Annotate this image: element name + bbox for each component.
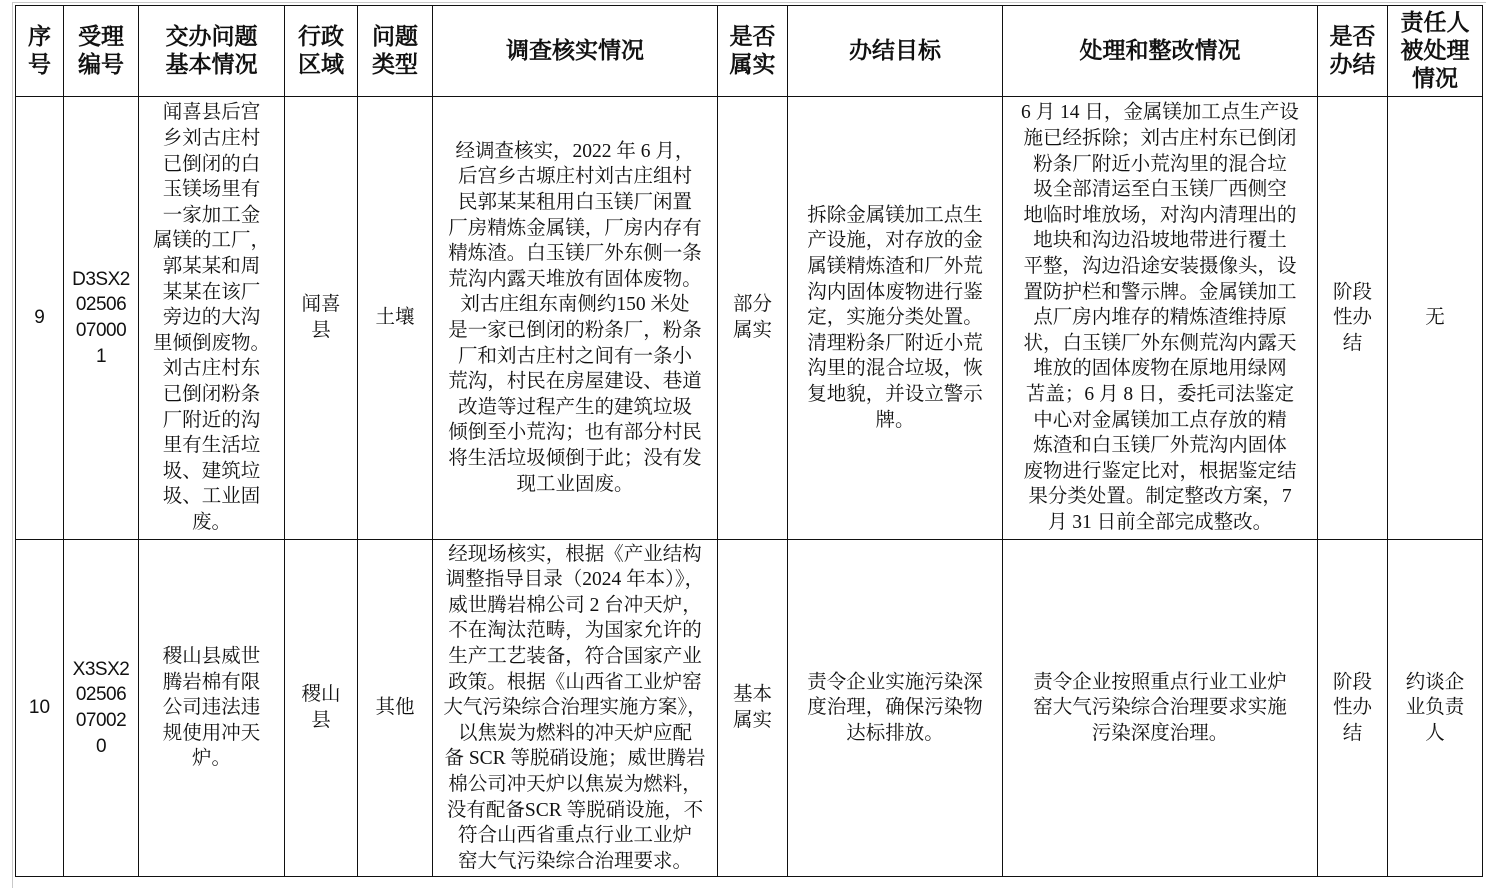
text-line: 公司违法违 [162,697,261,719]
text-line: 交办问题 [165,24,258,49]
text-line: 玉镁场里有 [162,179,261,201]
text-line: 状，白玉镁厂外东侧荒沟内露天 [1023,332,1297,354]
cell-seq: 10 [16,540,64,877]
text-line: 业负责 [1405,697,1465,719]
text-line: 行政 [298,24,344,49]
text-line: 规使用冲天 [162,722,261,744]
complaint-table [15,5,1483,877]
text-line: 是否 [729,24,776,49]
text-line: 其他 [375,697,415,719]
text-line: 性办 [1332,307,1372,329]
text-line: 结 [1342,722,1363,744]
header-accountability [1388,6,1483,97]
text-line: 苫盖；6 月 8 日，委托司法鉴定 [1025,383,1295,405]
text-line: 平整，沟边沿途安装摄像头，设 [1023,256,1297,278]
cell-target [788,97,1003,540]
text-line: 一家加工金 [162,204,261,226]
text-line: 点厂房内堆存的精炼渣维持原 [1033,307,1287,329]
text-line: 拆除金属镁加工点生 [807,204,983,226]
text-line: 6 月 14 日，金属镁加工点生产设 [1021,102,1299,124]
text-line: 已倒闭的白 [162,153,261,175]
text-line: 清理粉条厂附近小荒 [807,332,983,354]
text-line: 度治理，确保污染物 [807,697,983,719]
text-line: 问题 [372,24,418,49]
text-line: 炉。 [191,748,231,770]
text-line: 基本 [732,684,772,706]
text-line: 阶段 [1332,281,1372,303]
text-line: 圾、建筑垃 [162,460,261,482]
text-line: 经现场核实，根据《产业结构 [448,543,702,565]
text-line: 圾、工业固 [162,486,261,508]
text-line: 牌。 [875,409,915,431]
text-line: 地临时堆放场，对沟内清理出的 [1023,204,1297,226]
text-line: 土壤 [375,307,415,329]
text-line: 废物进行鉴定比对，根据鉴定结 [1023,460,1297,482]
text-line: 性办 [1332,697,1372,719]
text-line: 厂附近的沟 [162,409,261,431]
header-category [358,6,433,97]
cell-verified [718,540,788,877]
text-line: 精炼渣。白玉镁厂外东侧一条 [448,243,702,265]
text-line: 窑大气污染综合治理要求。 [457,850,692,872]
text-line: 月 31 日前全部完成整改。 [1047,511,1273,533]
text-line: 废。 [191,511,231,533]
text-line: 是一家已倒闭的粉条厂，粉条 [448,320,702,341]
cell-investigation [433,97,718,540]
text-line: 粉条厂附近小荒沟里的混合垃 [1033,153,1287,175]
text-line: 刘古庄组东南侧约150 米处 [460,294,690,316]
text-line: 中心对金属镁加工点存放的精 [1033,409,1287,431]
text-line: 1 [95,345,107,367]
text-line: 堆放的固体废物在原地用绿网 [1033,358,1287,380]
text-line: 闻喜县后宫 [162,102,261,124]
cell-problem [139,540,285,877]
text-line: 郭某某和周 [162,256,261,278]
text-line: 属实 [732,320,772,341]
text-line: 荒沟，村民在房屋建设、巷道 [448,371,702,393]
text-line: 威世腾岩棉公司 2 台冲天炉， [448,594,702,616]
cell-accountability [1388,540,1483,877]
text-line: 结 [1342,332,1363,354]
cell-region [285,97,358,540]
header-closed [1318,6,1388,97]
text-line: 县 [311,320,331,341]
text-line: 属实 [732,710,772,731]
text-line: 备 SCR 等脱硝设施；威世腾岩 [444,748,706,770]
header-problem [139,6,285,97]
text-line: 调查核实情况 [506,38,644,63]
text-line: 办结 [1329,52,1376,77]
text-line: 某某在该厂 [162,281,261,303]
text-line: 07002 [75,710,127,731]
text-line: 圾全部清运至白玉镁厂西侧空 [1033,179,1287,201]
text-line: 旁边的大沟 [162,307,261,329]
text-line: 不在淘汰范畴，为国家允许的 [448,620,702,642]
text-line: 稷山县威世 [162,646,261,668]
text-line: 沟里的混合垃圾，恢 [807,358,983,380]
text-line: 已倒闭粉条 [162,383,261,405]
text-line: 阶段 [1332,671,1372,693]
text-line: 民郭某某租用白玉镁厂闲置 [457,192,692,214]
cell-category [358,97,433,540]
text-line: 受理 [78,24,124,49]
text-line: 腾岩棉有限 [162,671,261,693]
text-line: 区域 [298,52,344,77]
text-line: X3SX2 [72,658,130,680]
text-line: 置防护栏和警示牌。金属镁加工 [1023,281,1297,303]
text-line: 大气污染综合治理实施方案》， [443,697,707,719]
header-rectification [1003,6,1318,97]
text-line: 厂和刘古庄村之间有一条小 [457,345,692,367]
text-line: 棉公司冲天炉以焦炭为燃料， [448,773,702,795]
text-line: 责任人 [1400,10,1470,35]
cell-target [788,540,1003,877]
text-line: 02506 [75,684,127,706]
header-region [285,6,358,97]
text-line: 序 [28,24,51,49]
page-frame-left-line [12,2,13,888]
cell-rectification [1003,97,1318,540]
text-line: 07000 [75,320,127,341]
text-line: 达标排放。 [846,722,944,744]
cell-seq: 9 [16,97,64,540]
page-frame-top-line [12,2,1486,3]
text-line: 没有配备SCR 等脱硝设施，不 [446,799,704,821]
text-line: 属实 [729,52,776,77]
text-line: 乡刘古庄村 [162,128,261,150]
header-investigation [433,6,718,97]
text-line: D3SX2 [72,268,130,290]
text-line: 政策。根据《山西省工业炉窑 [448,671,702,693]
cell-accountability [1388,97,1483,540]
text-line: 果分类处置。制定整改方案，7 [1028,486,1292,508]
text-line: 经调查核实，2022 年 6 月， [455,140,695,162]
text-line: 施已经拆除；刘古庄村东已倒闭 [1023,128,1297,150]
text-line: 情况 [1412,66,1458,91]
cell-verified [718,97,788,540]
text-line: 倾倒至小荒沟；也有部分村民 [448,422,702,444]
cell-rectification [1003,540,1318,877]
text-line: 人 [1425,722,1445,744]
text-line: 将生活垃圾倾倒于此；没有发 [448,447,702,469]
text-line: 属镁的工厂， [152,230,270,252]
cell-problem [139,97,285,540]
table-header-row [16,6,1483,97]
header-target [788,6,1003,97]
text-line: 里有生活垃 [162,435,261,457]
text-line: 复地貌，并设立警示 [807,383,983,405]
text-line: 沟内固体废物进行鉴 [807,281,983,303]
text-line: 窑大气污染综合治理要求实施 [1033,697,1287,719]
text-line: 02506 [75,294,127,316]
text-line: 污染深度治理。 [1091,722,1229,744]
text-line: 闻喜 [301,294,341,316]
text-line: 0 [95,735,107,757]
cell-category [358,540,433,877]
text-line: 无 [1425,307,1445,329]
header-seq [16,6,64,97]
cell-closed [1318,97,1388,540]
text-line: 炼渣和白玉镁厂外荒沟内固体 [1033,435,1287,457]
text-line: 责令企业按照重点行业工业炉 [1033,671,1287,693]
text-line: 是否 [1329,24,1376,49]
text-line: 荒沟内露天堆放有固体废物。 [448,268,702,290]
text-line: 后宫乡古塬庄村刘古庄组村 [457,166,692,188]
text-line: 以焦炭为燃料的冲天炉应配 [457,722,692,744]
cell-acceptance-no [64,540,139,877]
text-line: 被处理 [1400,38,1470,63]
text-line: 类型 [372,52,418,77]
text-line: 稷山 [301,684,341,706]
text-line: 改造等过程产生的建筑垃圾 [457,396,692,418]
text-line: 处理和整改情况 [1079,38,1241,63]
text-line: 基本情况 [165,52,258,77]
text-line: 调整指导目录（2024 年本）》， [445,569,705,591]
cell-acceptance-no [64,97,139,540]
cell-region [285,540,358,877]
cell-closed [1318,540,1388,877]
text-line: 责令企业实施污染深 [807,671,983,693]
text-line: 地块和沟边沿坡地带进行覆土 [1033,230,1287,252]
header-acceptance-no [64,6,139,97]
text-line: 符合山西省重点行业工业炉 [457,825,692,847]
table-row [16,97,1483,540]
text-line: 定，实施分类处置。 [807,307,983,329]
text-line: 属镁精炼渣和厂外荒 [807,256,983,278]
text-line: 编号 [78,52,124,77]
text-line: 县 [311,710,331,731]
table-row [16,540,1483,877]
text-line: 刘古庄村东 [162,358,261,380]
text-line: 号 [28,52,51,77]
text-line: 里倾倒废物。 [152,332,270,354]
text-line: 厂房精炼金属镁，厂房内存有 [448,217,702,239]
text-line: 产设施，对存放的金 [807,230,983,252]
text-line: 约谈企 [1405,671,1465,693]
text-line: 部分 [732,294,772,316]
text-line: 办结目标 [849,38,941,63]
text-line: 现工业固废。 [516,473,634,495]
header-verified [718,6,788,97]
text-line: 生产工艺装备，符合国家产业 [448,646,702,668]
cell-investigation [433,540,718,877]
